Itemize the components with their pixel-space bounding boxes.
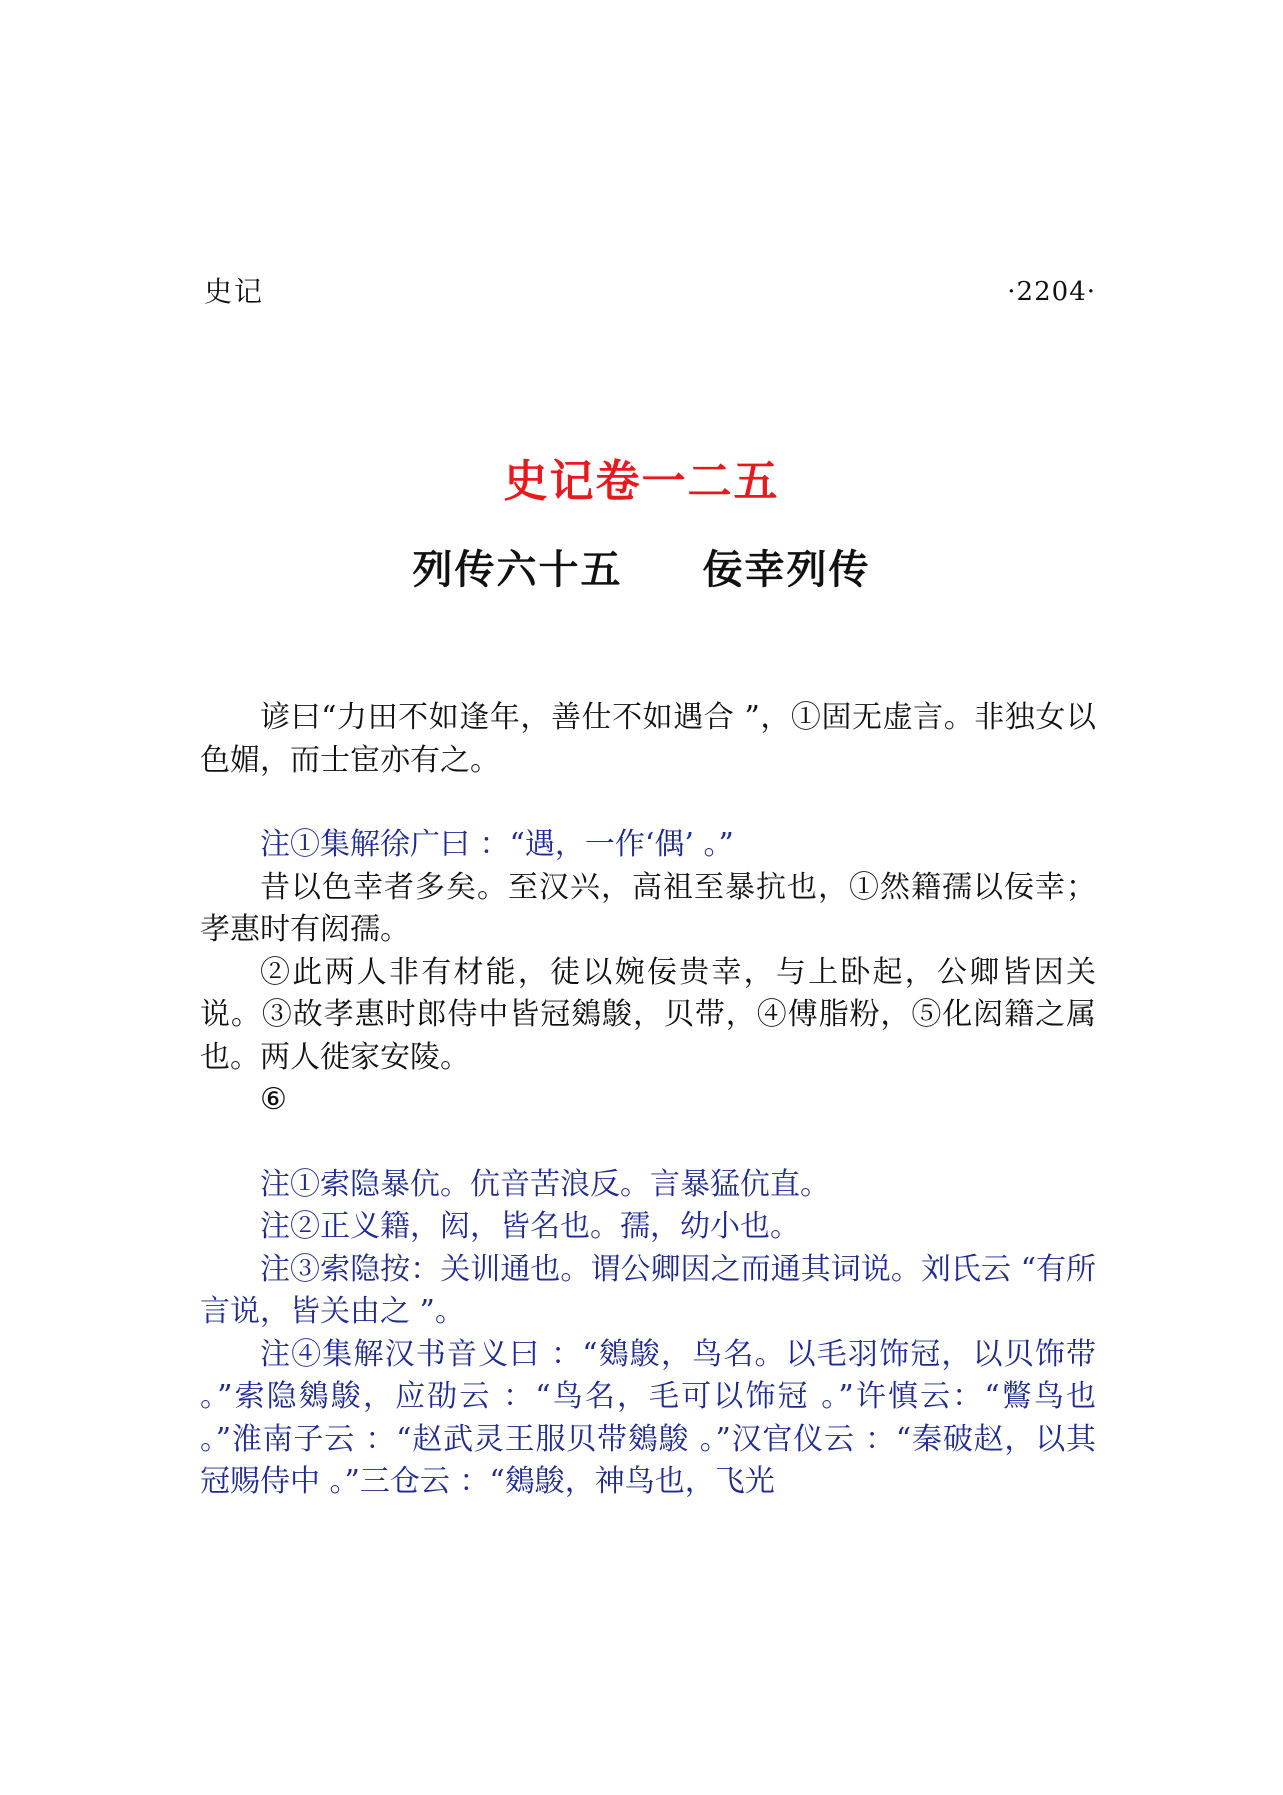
annotation-note: 注④集解汉书音义曰 ：“鵕鵔，鸟名。以毛羽饰冠，以贝饰带 。”索隐鵕鵔，应劭云 ：“鸟名，毛可以饰冠 。”许慎云：“鷩鸟也 。”淮南子云 ：“赵武灵王服贝带鵕鵔 。”汉官仪云 ：“秦破赵，以其冠赐侍中 。”三仓云 ：“鵕鵔，神鸟也，飞光 (200, 1336, 1096, 1499)
annotation-note: 注①索隐暴伉。伉音苦浪反。言暴猛伉直。 (260, 1166, 830, 1202)
footnote-marker: ⑥ (260, 1082, 287, 1117)
paragraph: ②此两人非有材能，徒以婉佞贵幸，与上卧起，公卿皆因关说。③故孝惠时郎侍中皆冠鵕鵔，贝带，④傅脂粉，⑤化闳籍之属也。两人徙家安陵。 (200, 954, 1096, 1075)
paragraph: 谚曰“力田不如逢年，善仕不如遇合 ”，①固无虚言。非独女以色媚，而士宦亦有之。 (200, 700, 1096, 778)
annotation-note: 注①集解徐广曰 ：“遇，一作‘偶’ 。” (260, 827, 734, 862)
annotation-note: 注③索隐按：关训通也。谓公卿因之而通其词说。刘氏云 “有所言说，皆关由之 ”。 (200, 1251, 1096, 1329)
running-head (204, 272, 1096, 312)
body-text (200, 697, 1096, 1504)
chapter-name: 佞幸列传 (702, 547, 871, 593)
book-name: 史记 (204, 275, 265, 308)
chapter-title (0, 542, 1283, 598)
annotation-note: 注②正义籍，闳，皆名也。孺，幼小也。 (260, 1209, 800, 1244)
page-number: ·2204· (1007, 277, 1096, 307)
volume-title: 史记卷一二五 (503, 456, 780, 507)
paragraph: 昔以色幸者多矣。至汉兴，高祖至暴抗也，①然籍孺以佞幸；孝惠时有闳孺。 (200, 869, 1096, 947)
chapter-series: 列传六十五 (412, 547, 623, 593)
